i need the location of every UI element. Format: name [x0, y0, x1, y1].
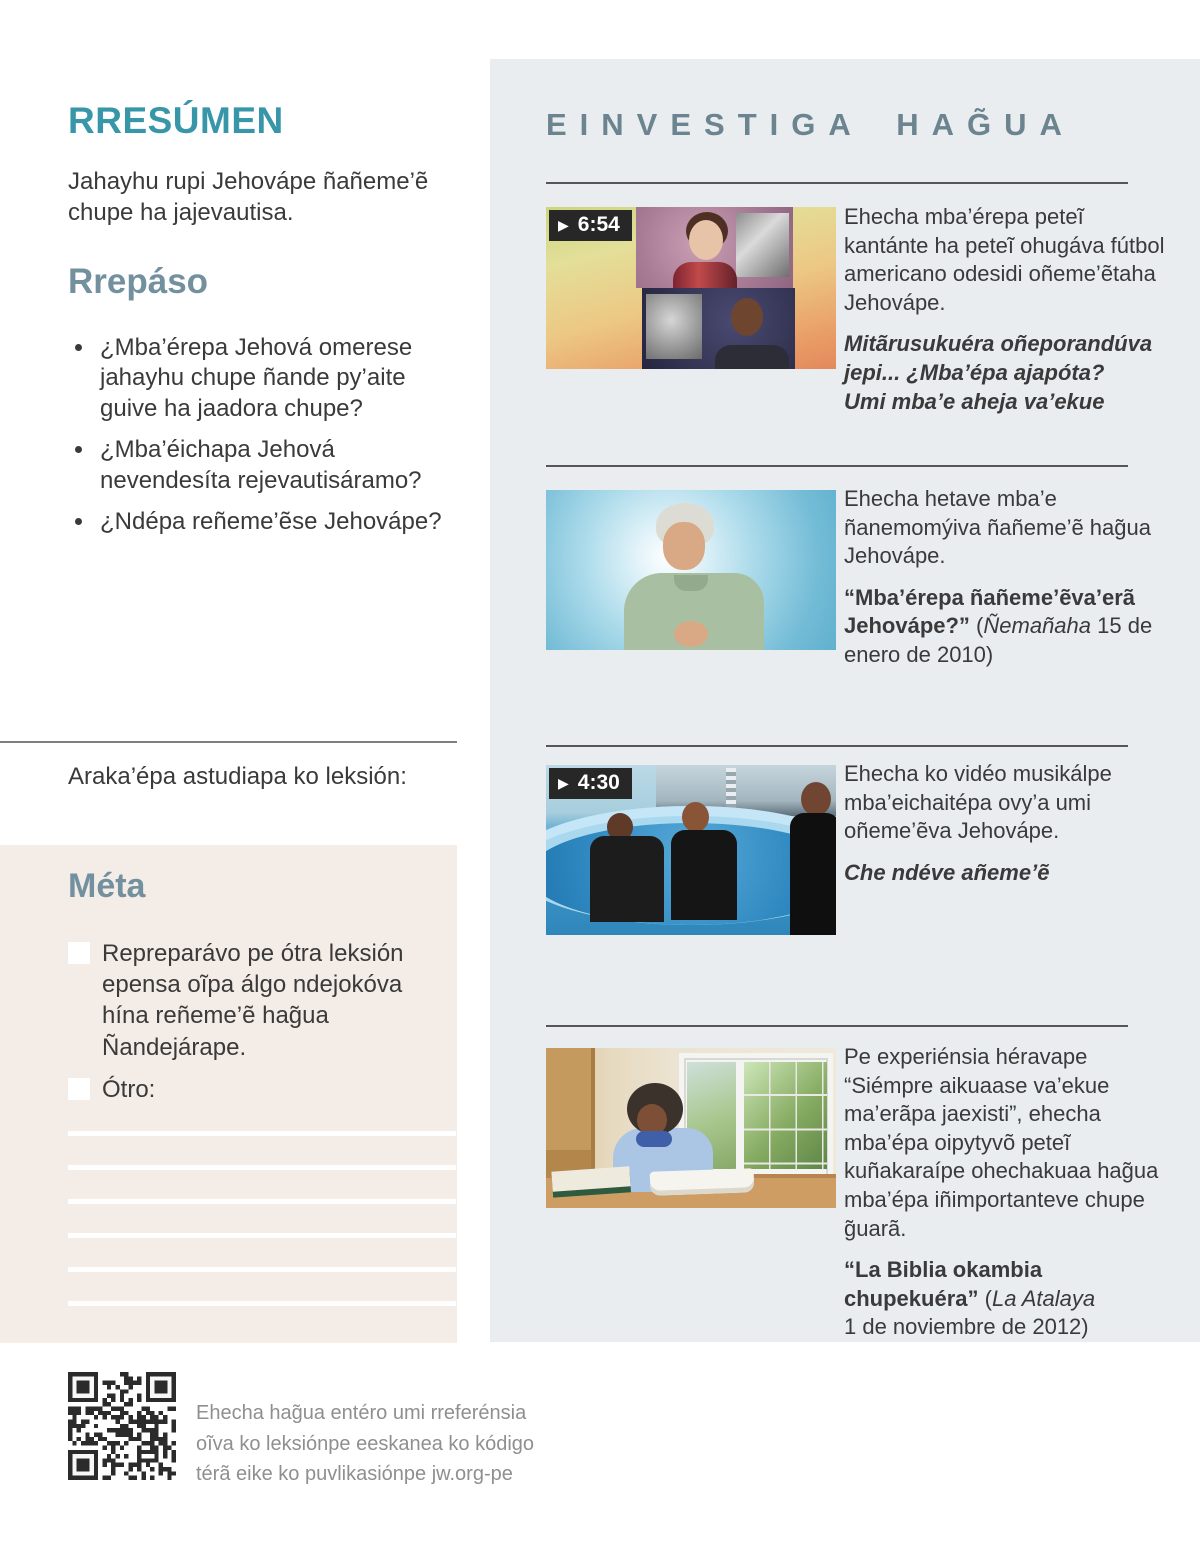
- section-divider: [546, 465, 1128, 467]
- duration-label: 6:54: [577, 213, 620, 236]
- section-divider: [546, 1025, 1128, 1027]
- write-line: [68, 1301, 456, 1306]
- research-panel: [490, 59, 1200, 1342]
- section-body: Ehecha mba’érepa peteĩ kantánte ha peteĩ ohugáva fútbol americano odesidi oñeme’ẽtaha Jehovápe.: [844, 204, 1165, 315]
- thumbnail-art: [546, 1048, 595, 1176]
- section-body: Ehecha ko vidéo musikálpe mba’eichaitépa ovy’a umi oñeme’ẽva Jehovápe.: [844, 761, 1112, 844]
- repaso-question: • ¿Mba’érepa Jehová omerese jahayhu chupe ñande py’aite guive ha jaadora chupe?: [96, 333, 456, 424]
- thumbnail-art: [715, 345, 789, 369]
- section-reference: “Mba’érepa ñañeme’ẽva’erã Jehovápe?” (Ñemañaha 15 de enero de 2010): [844, 584, 1153, 667]
- thumbnail-art: [650, 1168, 755, 1196]
- section-reference: “La Biblia okambia chupekuéra” (La Atalaya 1 de noviembre de 2012): [844, 1257, 1096, 1340]
- write-line: [68, 1165, 456, 1170]
- thumbnail-art: [689, 220, 723, 260]
- repaso-question-list: [68, 333, 456, 549]
- play-icon: ▶: [558, 217, 569, 233]
- repaso-title: Rrepáso: [68, 262, 209, 301]
- meta-goal-box: [0, 845, 457, 1343]
- thumbnail-art: [663, 522, 705, 570]
- section-body: Pe experiénsia héravape “Siémpre aikuaase va’ekue ma’erãpa jaexisti”, ehecha mba’épa oipytyvõ peteĩ kuñakaraípe ohechakuaa hag̃ua mba’épa iñimportanteve chupe g̃uarã.: [844, 1044, 1159, 1241]
- checkbox-square[interactable]: [68, 1078, 90, 1100]
- write-line: [68, 1199, 456, 1204]
- thumbnail-art: [673, 262, 737, 288]
- write-line: [68, 1233, 456, 1238]
- thumbnail-art: [674, 621, 708, 647]
- photo-woman-studying: [546, 1048, 836, 1208]
- study-date-label: Araka’épa astudiapa ko leksión:: [68, 763, 407, 790]
- research-section-1: [844, 203, 1168, 416]
- repaso-question: • ¿Ndépa reñeme’ẽse Jehovápe?: [96, 507, 456, 537]
- resumen-title: RRESÚMEN: [68, 100, 284, 141]
- thumbnail-art: [636, 207, 793, 288]
- duration-label: 4:30: [577, 771, 620, 794]
- photo-elderly-man-praying: [546, 490, 836, 650]
- checkbox-square[interactable]: [68, 942, 90, 964]
- resumen-text: Jahayhu rupi Jehovápe ñañeme’ẽ chupe ha jajevautisa.: [68, 168, 429, 226]
- thumbnail-art: [646, 294, 701, 359]
- video-duration-badge: [549, 768, 632, 799]
- write-line: [68, 1267, 456, 1272]
- meta-checkbox-item: [68, 938, 428, 1063]
- section-body: Ehecha hetave mba’e ñanemomýiva ñañeme’ẽ hag̃ua Jehovápe.: [844, 486, 1151, 569]
- section-reference: Mitãrusukuéra oñeporandúva jepi... ¿Mba’épa ajapóta? Umi mba’e aheja va’ekue: [844, 331, 1153, 414]
- section-divider: [546, 182, 1128, 184]
- thumbnail-art: [636, 1131, 672, 1147]
- research-section-3: [844, 760, 1168, 887]
- thumbnail-art: [674, 575, 708, 591]
- video-thumbnail-interviews[interactable]: [546, 207, 836, 369]
- research-section-2: [844, 485, 1168, 670]
- research-title: EINVESTIGA HAG̃UA: [546, 107, 1075, 142]
- qr-code: [68, 1372, 176, 1484]
- left-section-divider: [0, 741, 457, 743]
- qr-caption: Ehecha hag̃ua entéro umi rreferénsia oĩva ko leksiónpe eeskanea ko kódigo térã eike ko puvlikasiónpe jw.org-pe: [196, 1402, 535, 1486]
- write-line: [68, 1131, 456, 1136]
- section-reference: Che ndéve añeme’ẽ: [844, 859, 1050, 885]
- thumbnail-art: [736, 213, 789, 276]
- video-thumbnail-baptism[interactable]: [546, 765, 836, 935]
- section-divider: [546, 745, 1128, 747]
- research-section-4: [844, 1043, 1168, 1342]
- meta-item-text: Ótro:: [102, 1076, 156, 1103]
- meta-title: Méta: [68, 867, 146, 905]
- repaso-question: • ¿Mba’éichapa Jehová nevendesíta rejevautisáramo?: [96, 435, 456, 496]
- meta-checkbox-item: [68, 1074, 428, 1105]
- thumbnail-art: [731, 298, 763, 336]
- meta-item-text: Repreparávo pe ótra leksión epensa oĩpa álgo ndejokóva hína reñeme’ẽ hag̃ua Ñandejárape.: [102, 940, 404, 1061]
- video-duration-badge: [549, 210, 632, 241]
- thumbnail-art: [744, 1062, 827, 1170]
- thumbnail-art: [642, 288, 796, 369]
- play-icon: ▶: [558, 775, 569, 791]
